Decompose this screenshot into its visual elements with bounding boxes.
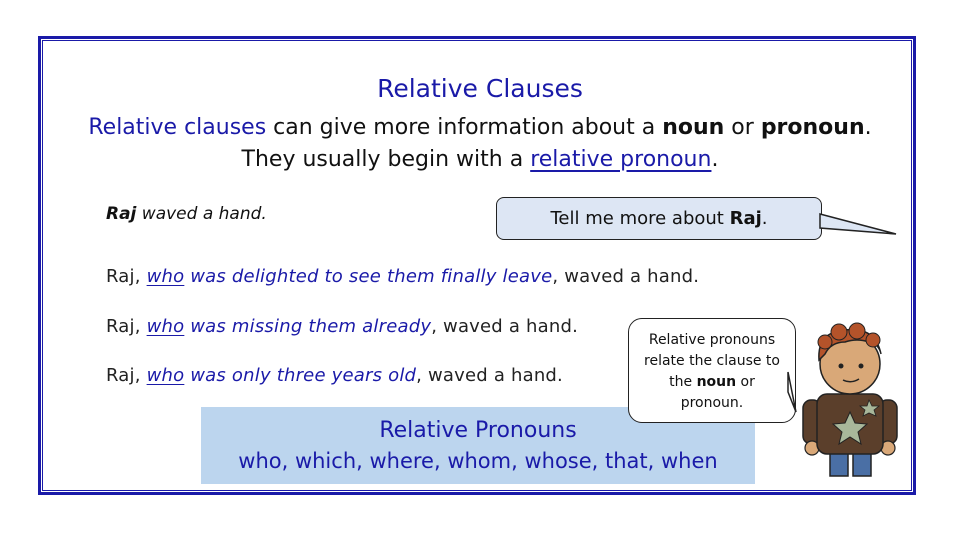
info-noun: noun xyxy=(696,374,737,390)
info-line-4: pronoun. xyxy=(680,395,744,411)
relative-pronoun-link[interactable]: relative pronoun xyxy=(530,147,712,172)
sentence-pronoun: who xyxy=(146,365,185,386)
speech-bubble xyxy=(496,197,822,240)
sentence-pronoun: who xyxy=(146,316,185,337)
intro-text: can give more information about a xyxy=(266,115,663,140)
sentence-clause: was only three years old xyxy=(184,365,417,386)
intro-noun: noun xyxy=(662,115,725,140)
sentence-end: , waved a hand. xyxy=(552,266,700,287)
info-line-1: Relative pronouns xyxy=(648,332,776,348)
sentence-start: Raj, xyxy=(106,316,147,337)
example-name: Raj xyxy=(106,204,137,224)
sentence-clause: was delighted to see them finally leave xyxy=(184,266,553,287)
info-line-3 xyxy=(629,372,795,393)
intro-line-2 xyxy=(60,144,900,176)
intro-text: . xyxy=(711,147,719,172)
info-line-2: relate the clause to xyxy=(644,353,780,369)
intro-text: or xyxy=(724,115,761,140)
intro-text: They usually begin with a xyxy=(241,147,531,172)
boy-character-icon xyxy=(795,320,905,480)
sentence-start: Raj, xyxy=(106,266,147,287)
info-text: or xyxy=(736,374,755,390)
speech-bubble-tail xyxy=(818,212,898,238)
relative-pronouns-heading: Relative Pronouns xyxy=(379,418,577,443)
slide-title: Relative Clauses xyxy=(377,74,583,103)
intro-pronoun: pronoun xyxy=(760,115,865,140)
speech-bubble-text: Tell me more about xyxy=(550,208,730,229)
example-sentence-2 xyxy=(106,316,578,337)
info-text: the xyxy=(669,374,697,390)
example-sentence-3 xyxy=(106,365,563,386)
intro-text: . xyxy=(864,115,872,140)
relative-pronouns-list: who, which, where, whom, whose, that, when xyxy=(238,449,718,473)
sentence-end: , waved a hand. xyxy=(416,365,563,386)
info-bubble xyxy=(628,318,796,423)
sentence-end: , waved a hand. xyxy=(431,316,579,337)
intro-line-1 xyxy=(60,112,900,144)
example-sentence xyxy=(106,204,267,224)
example-sentence-1 xyxy=(106,266,699,287)
example-rest: waved a hand. xyxy=(136,204,267,224)
sentence-pronoun: who xyxy=(146,266,185,287)
sentence-start: Raj, xyxy=(106,365,147,386)
speech-bubble-name: Raj xyxy=(729,208,762,229)
sentence-clause: was missing them already xyxy=(184,316,432,337)
speech-bubble-end: . xyxy=(761,208,768,229)
intro-term: Relative clauses xyxy=(88,115,267,140)
